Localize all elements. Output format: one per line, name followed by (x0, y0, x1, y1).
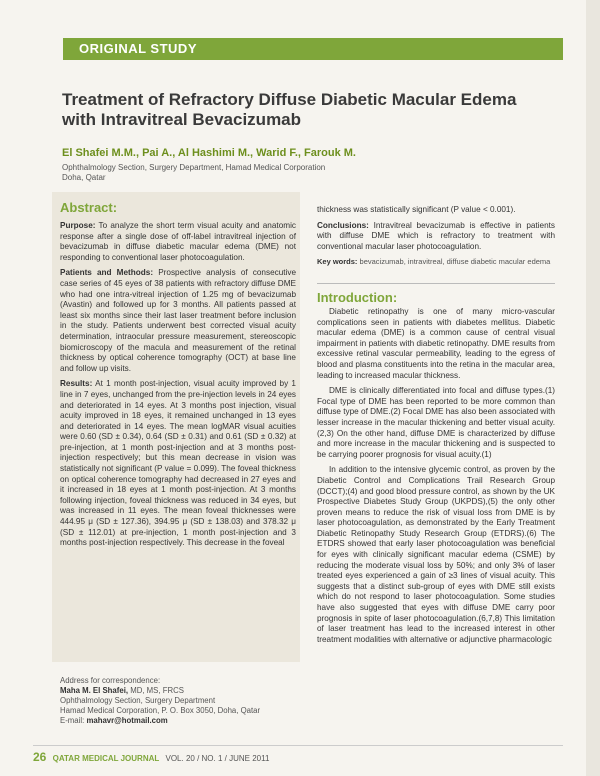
methods-label: Patients and Methods: (60, 268, 154, 278)
results-continued: thickness was statistically significant (P value < 0.001). (317, 205, 516, 214)
abstract-heading: Abstract: (60, 200, 118, 215)
correspondence-label: Address for correspondence: (60, 676, 161, 685)
keywords-paragraph (317, 257, 555, 268)
section-banner (63, 38, 563, 60)
correspondence-email-line (60, 716, 296, 726)
introduction-heading: Introduction: (317, 290, 398, 305)
correspondence-line-1: Ophthalmology Section, Surgery Department (60, 696, 216, 705)
conclusions-text: Intravitreal bevacizumab is effective in patients with diffuse DME which is refractory to treatment with conventional macular laser photocoagulation. (317, 220, 555, 251)
results-text: At 1 month post-injection, visual acuity improved by 1 line in 7 eyes, unchanged from the pre-injection levels in 24 eyes and deteriorated in 14 eyes. At 3 months post injection, visual acuity improved in 18 eyes, it remained unchanged in 13 eyes and deteriorated in 14 eyes. The mean logMAR visual acuities were 0.60 (SD ± 0.34), 0.64 (SD ± 0.31) and 0.61 (SD ± 0.32) at pre-injection, at 1 month post-injection and at 3 months post-injection respectively; but this mean decrease in vision was statistically not significant (P value = 0.099). The foveal thickness on optical coherence tomography had decreased in 27 eyes and it increased in 18 eyes at 1 month post-injection. At 3 months following injection, foveal thickness was reduced in 34 eyes, but was increased in 11 eyes. The mean foveal thicknesses were 444.95 μ (SD ± 127.36), 394.95 μ (SD ± 138.03) and 378.32 μ (SD ± 112.01) at pre-injection, 1 month post-injection and 3 months post-injection respectively. This decrease in the foveal (60, 379, 296, 548)
intro-paragraph-2: DME is clinically differentiated into focal and diffuse types.(1) Focal type of DME has been reported to be more common than diffuse type of DME.(2) Focal DME has also been associated with lesser increase in the macular thickening and better visual acuity.(2,3) On the other hand, diffuse DME is characterized by diffuse and more increase in the macular thickening and is suspected to be carrying poorer prognosis for visual acuity.(1) (317, 386, 555, 459)
results-paragraph (60, 379, 296, 549)
introduction-column (317, 307, 555, 650)
affiliation-line-2: Doha, Qatar (62, 173, 106, 182)
correspondence-name-line (60, 686, 296, 696)
correspondence-name: Maha M. El Shafei, (60, 686, 129, 695)
intro-paragraph-3: In addition to the intensive glycemic control, as proven by the Diabetic Control and Complications Trail Research Group (DCCT);(4) and good blood pressure control, as shown by the UK Prospective Diabetes Study Group (UKPDS),(5) the only other proven means to reduce the risk of visual loss from DME is by laser photocoagulation, as demonstrated by the Early Treatment Diabetic Retinopathy Study Research Group (ETDRS).(6) The ETDRS showed that early laser photocoagulation was beneficial for eyes with clinically significant macular edema (CSME) by reducing the moderate visual loss by 50%; and only 3% of laser treated eyes experienced a gain of ≥3 lines of visual acuity. This suggests that a distinct sub-group of eyes with DME still exists which do not respond to laser photocoagulation. Some studies have also suggested that eyes with diffuse DME carry poor prognosis in spite of laser photocoagulation.(6,7,8) This limitation of laser treatment has lead to the increased interest in other treatment modalities with alternative or adjunctive pharmacologic (317, 465, 555, 644)
methods-paragraph (60, 268, 296, 374)
purpose-text: To analyze the short term visual acuity and anatomic response after a single dose of off-label intravitreal injection of bevacizumab in diffuse diabetic macular edema (DME) not responding to conventional laser photocoagulation. (60, 221, 296, 262)
purpose-label: Purpose: (60, 221, 96, 230)
article-title (62, 90, 532, 130)
abstract-left-column (60, 221, 296, 554)
page-footer (33, 750, 269, 764)
footer-rule (33, 745, 563, 746)
keywords-label: Key words: (317, 257, 358, 267)
journal-volume: VOL. 20 / NO. 1 / JUNE 2011 (165, 754, 270, 763)
correspondence-degrees: MD, MS, FRCS (130, 686, 184, 695)
abstract-right-column (317, 205, 555, 273)
keywords-text: bevacizumab, intravitreal, diffuse diabetic macular edema (359, 257, 551, 267)
correspondence-block (60, 676, 296, 726)
intro-paragraph-1: Diabetic retinopathy is one of many micro-vascular complications seen in patients with diabetes mellitus. Diabetic macular edema (DME) is a common cause of central visual impairment in patients with diabetic retinopathy. DME results from excessive retinal vascular permeability, leading to the egress of blood and plasma constituents into the retina in the macular area, leading to increased macular thickness. (317, 307, 555, 380)
purpose-paragraph (60, 221, 296, 263)
banner-label: ORIGINAL STUDY (79, 41, 197, 56)
email-label: E-mail: (60, 716, 85, 725)
conclusions-label: Conclusions: (317, 220, 369, 230)
email-link[interactable]: mahavr@hotmail.com (86, 716, 168, 725)
authors: El Shafei M.M., Pai A., Al Hashimi M., Warid F., Farouk M. (62, 147, 356, 159)
title-line-1: Treatment of Refractory Diffuse Diabetic Macular Edema (62, 90, 517, 109)
title-line-2: with Intravitreal Bevacizumab (62, 110, 302, 129)
section-divider (317, 283, 555, 284)
results-label: Results: (60, 379, 93, 389)
affiliation (62, 163, 325, 183)
page-number: 26 (33, 750, 47, 764)
journal-name: QATAR MEDICAL JOURNAL (52, 754, 160, 763)
methods-text: Prospective analysis of consecutive case series of 45 eyes of 38 patients with refractory diffuse DME who had one intra-vitreal injection of 1.25 mg of bevacizumab (Avastin) and followed up for 3 months. All patients passed at least six months since their last laser treatment before inclusion in the study. Patients underwent best corrected visual acuity determination, intraocular pressure measurement, stereoscopic biomicroscopy of the macula and measurement of the retinal thickness by optical coherence tomography (OCT) at base line and follow up visits. (60, 268, 297, 373)
affiliation-line-1: Ophthalmology Section, Surgery Department, Hamad Medical Corporation (62, 163, 326, 172)
correspondence-line-2: Hamad Medical Corporation, P. O. Box 3050, Doha, Qatar (60, 706, 261, 715)
conclusions-paragraph (317, 221, 555, 253)
page-edge (586, 0, 600, 776)
